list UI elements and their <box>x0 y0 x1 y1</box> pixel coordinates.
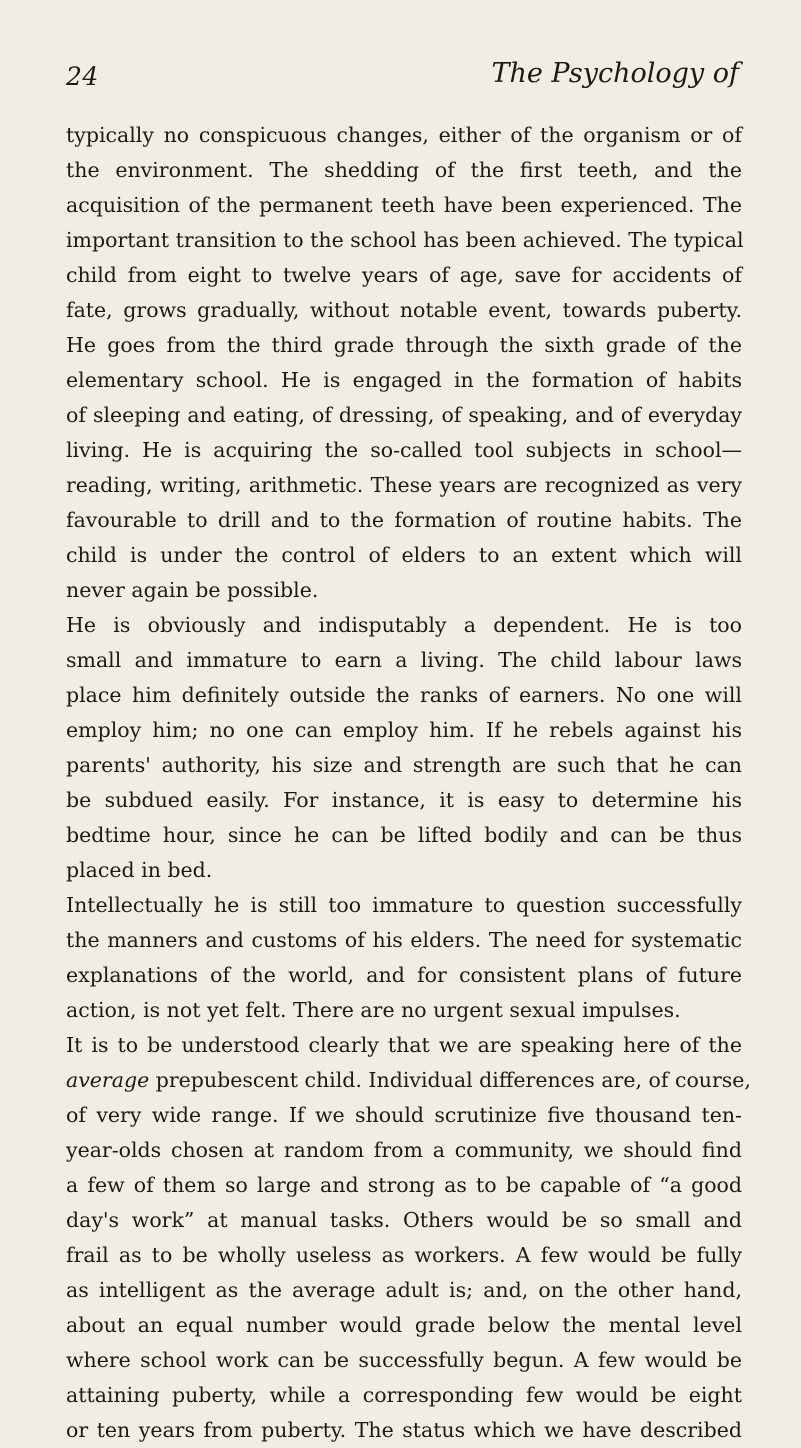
text-line: living. He is acquiring the so-called tool subjects in school— <box>66 438 742 462</box>
text-line: employ him; no one can employ him. If he rebels against his <box>66 718 742 742</box>
text-line: Intellectually he is still too immature to question successfully <box>66 893 742 917</box>
text-line: elementary school. He is engaged in the formation of habits <box>66 368 742 392</box>
text-line: never again be possible. <box>66 578 319 602</box>
text-line: typically no conspicuous changes, either of the organism or of <box>66 123 742 147</box>
text-line: or ten years from puberty. The status which we have described <box>66 1418 742 1442</box>
text-line: the manners and customs of his elders. The need for systematic <box>66 928 742 952</box>
text-line-rest: prepubescent child. Individual differences are, of course, <box>155 1068 751 1092</box>
text-line: of sleeping and eating, of dressing, of speaking, and of everyday <box>66 403 742 427</box>
text-line: bedtime hour, since he can be lifted bodily and can be thus <box>66 823 742 847</box>
running-head <box>66 58 739 98</box>
text-line: as intelligent as the average adult is; and, on the other hand, <box>66 1278 742 1302</box>
text-line: of very wide range. If we should scrutinize five thousand ten- <box>66 1103 742 1127</box>
text-line: favourable to drill and to the formation of routine habits. The <box>66 508 742 532</box>
text-line: attaining puberty, while a corresponding few would be eight <box>66 1383 742 1407</box>
text-line: It is to be understood clearly that we are speaking here of the <box>66 1033 742 1057</box>
page-number: 24 <box>66 62 99 91</box>
text-line: frail as to be wholly useless as workers. A few would be fully <box>66 1243 742 1267</box>
text-line: child is under the control of elders to an extent which will <box>66 543 742 567</box>
body-text <box>66 118 751 1448</box>
text-line: a few of them so large and strong as to be capable of “a good <box>66 1173 742 1197</box>
text-line: He is obviously and indisputably a dependent. He is too <box>66 613 742 637</box>
text-line: He goes from the third grade through the sixth grade of the <box>66 333 742 357</box>
text-line: action, is not yet felt. There are no urgent sexual impulses. <box>66 998 681 1022</box>
text-line: fate, grows gradually, without notable event, towards puberty. <box>66 298 742 322</box>
text-line: important transition to the school has been achieved. The typical <box>66 228 744 252</box>
text-line: explanations of the world, and for consistent plans of future <box>66 963 742 987</box>
text-line: day's work” at manual tasks. Others would be so small and <box>66 1208 742 1232</box>
text-line: small and immature to earn a living. The child labour laws <box>66 648 742 672</box>
text-line: acquisition of the permanent teeth have been experienced. The <box>66 193 742 217</box>
text-line: placed in bed. <box>66 858 213 882</box>
text-line: year-olds chosen at random from a community, we should find <box>66 1138 742 1162</box>
text-line: about an equal number would grade below the mental level <box>66 1313 742 1337</box>
text-line: the environment. The shedding of the first teeth, and the <box>66 158 742 182</box>
emphasized-word: average <box>66 1068 150 1092</box>
text-line: reading, writing, arithmetic. These years are recognized as very <box>66 473 742 497</box>
text-line-with-emphasis <box>66 1063 751 1098</box>
text-line: child from eight to twelve years of age, save for accidents of <box>66 263 742 287</box>
running-title: The Psychology of <box>491 58 739 89</box>
text-line: place him definitely outside the ranks of earners. No one will <box>66 683 742 707</box>
text-line: be subdued easily. For instance, it is easy to determine his <box>66 788 742 812</box>
text-line: parents' authority, his size and strength are such that he can <box>66 753 742 777</box>
text-line: where school work can be successfully begun. A few would be <box>66 1348 742 1372</box>
